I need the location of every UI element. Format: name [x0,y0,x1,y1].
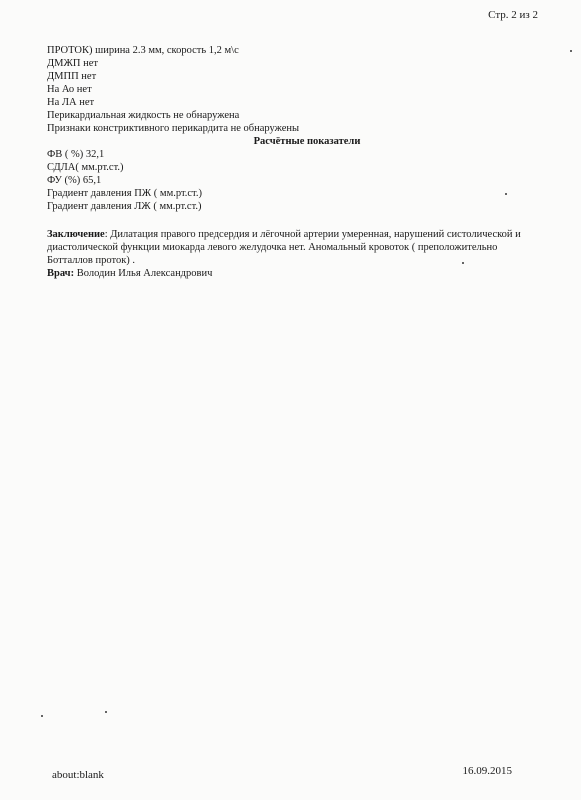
finding-pericardial-fluid: Перикардиальная жидкость не обнаружена [47,110,240,121]
doctor-line [47,267,527,280]
scan-speck [462,262,464,264]
finding-duct: ПРОТОК) ширина 2.3 мм, скорость 1,2 м\с [47,45,239,56]
finding-pulmonary-artery: На ЛА нет [47,97,95,108]
footer-url: about:blank [52,769,104,781]
calc-lv-gradient: Градиент давления ЛЖ ( мм.рт.ст.) [47,201,202,212]
calculated-section-title: Расчётные показатели [253,136,361,147]
scan-speck [41,715,43,717]
doctor-label: Врач: [47,268,75,279]
footer-date: 16.09.2015 [462,765,512,777]
scan-speck [570,50,572,52]
spacer [47,213,527,228]
conclusion-text: : Дилатация правого предсердия и лёгочной артерии умеренная, нарушений систолической и диастолической функции миокарда левого желудочка нет. Аномальный кровоток ( преположительно Ботталлов проток) . [47,229,521,266]
finding-constrictive-pericarditis: Признаки констриктивного перикардита не обнаружены [47,123,300,134]
finding-vsd: ДМЖП нет [47,58,98,69]
doctor-name: Володин Илья Александрович [74,268,213,279]
finding-asd: ДМПП нет [47,71,97,82]
scan-speck [105,711,107,713]
calc-rv-gradient: Градиент давления ПЖ ( мм.рт.ст.) [47,188,202,199]
page-number: Стр. 2 из 2 [488,9,538,21]
calc-ejection-fraction: ФВ ( %) 32,1 [47,149,105,160]
scan-speck [505,193,507,195]
calc-pulmonary-pressure: СДЛА( мм.рт.ст.) [47,162,124,173]
calc-fractional-shortening: ФУ (%) 65,1 [47,175,102,186]
finding-aorta: На Ао нет [47,84,92,95]
conclusion-label: Заключение [47,229,105,240]
report-body [47,44,527,280]
conclusion [47,228,527,267]
